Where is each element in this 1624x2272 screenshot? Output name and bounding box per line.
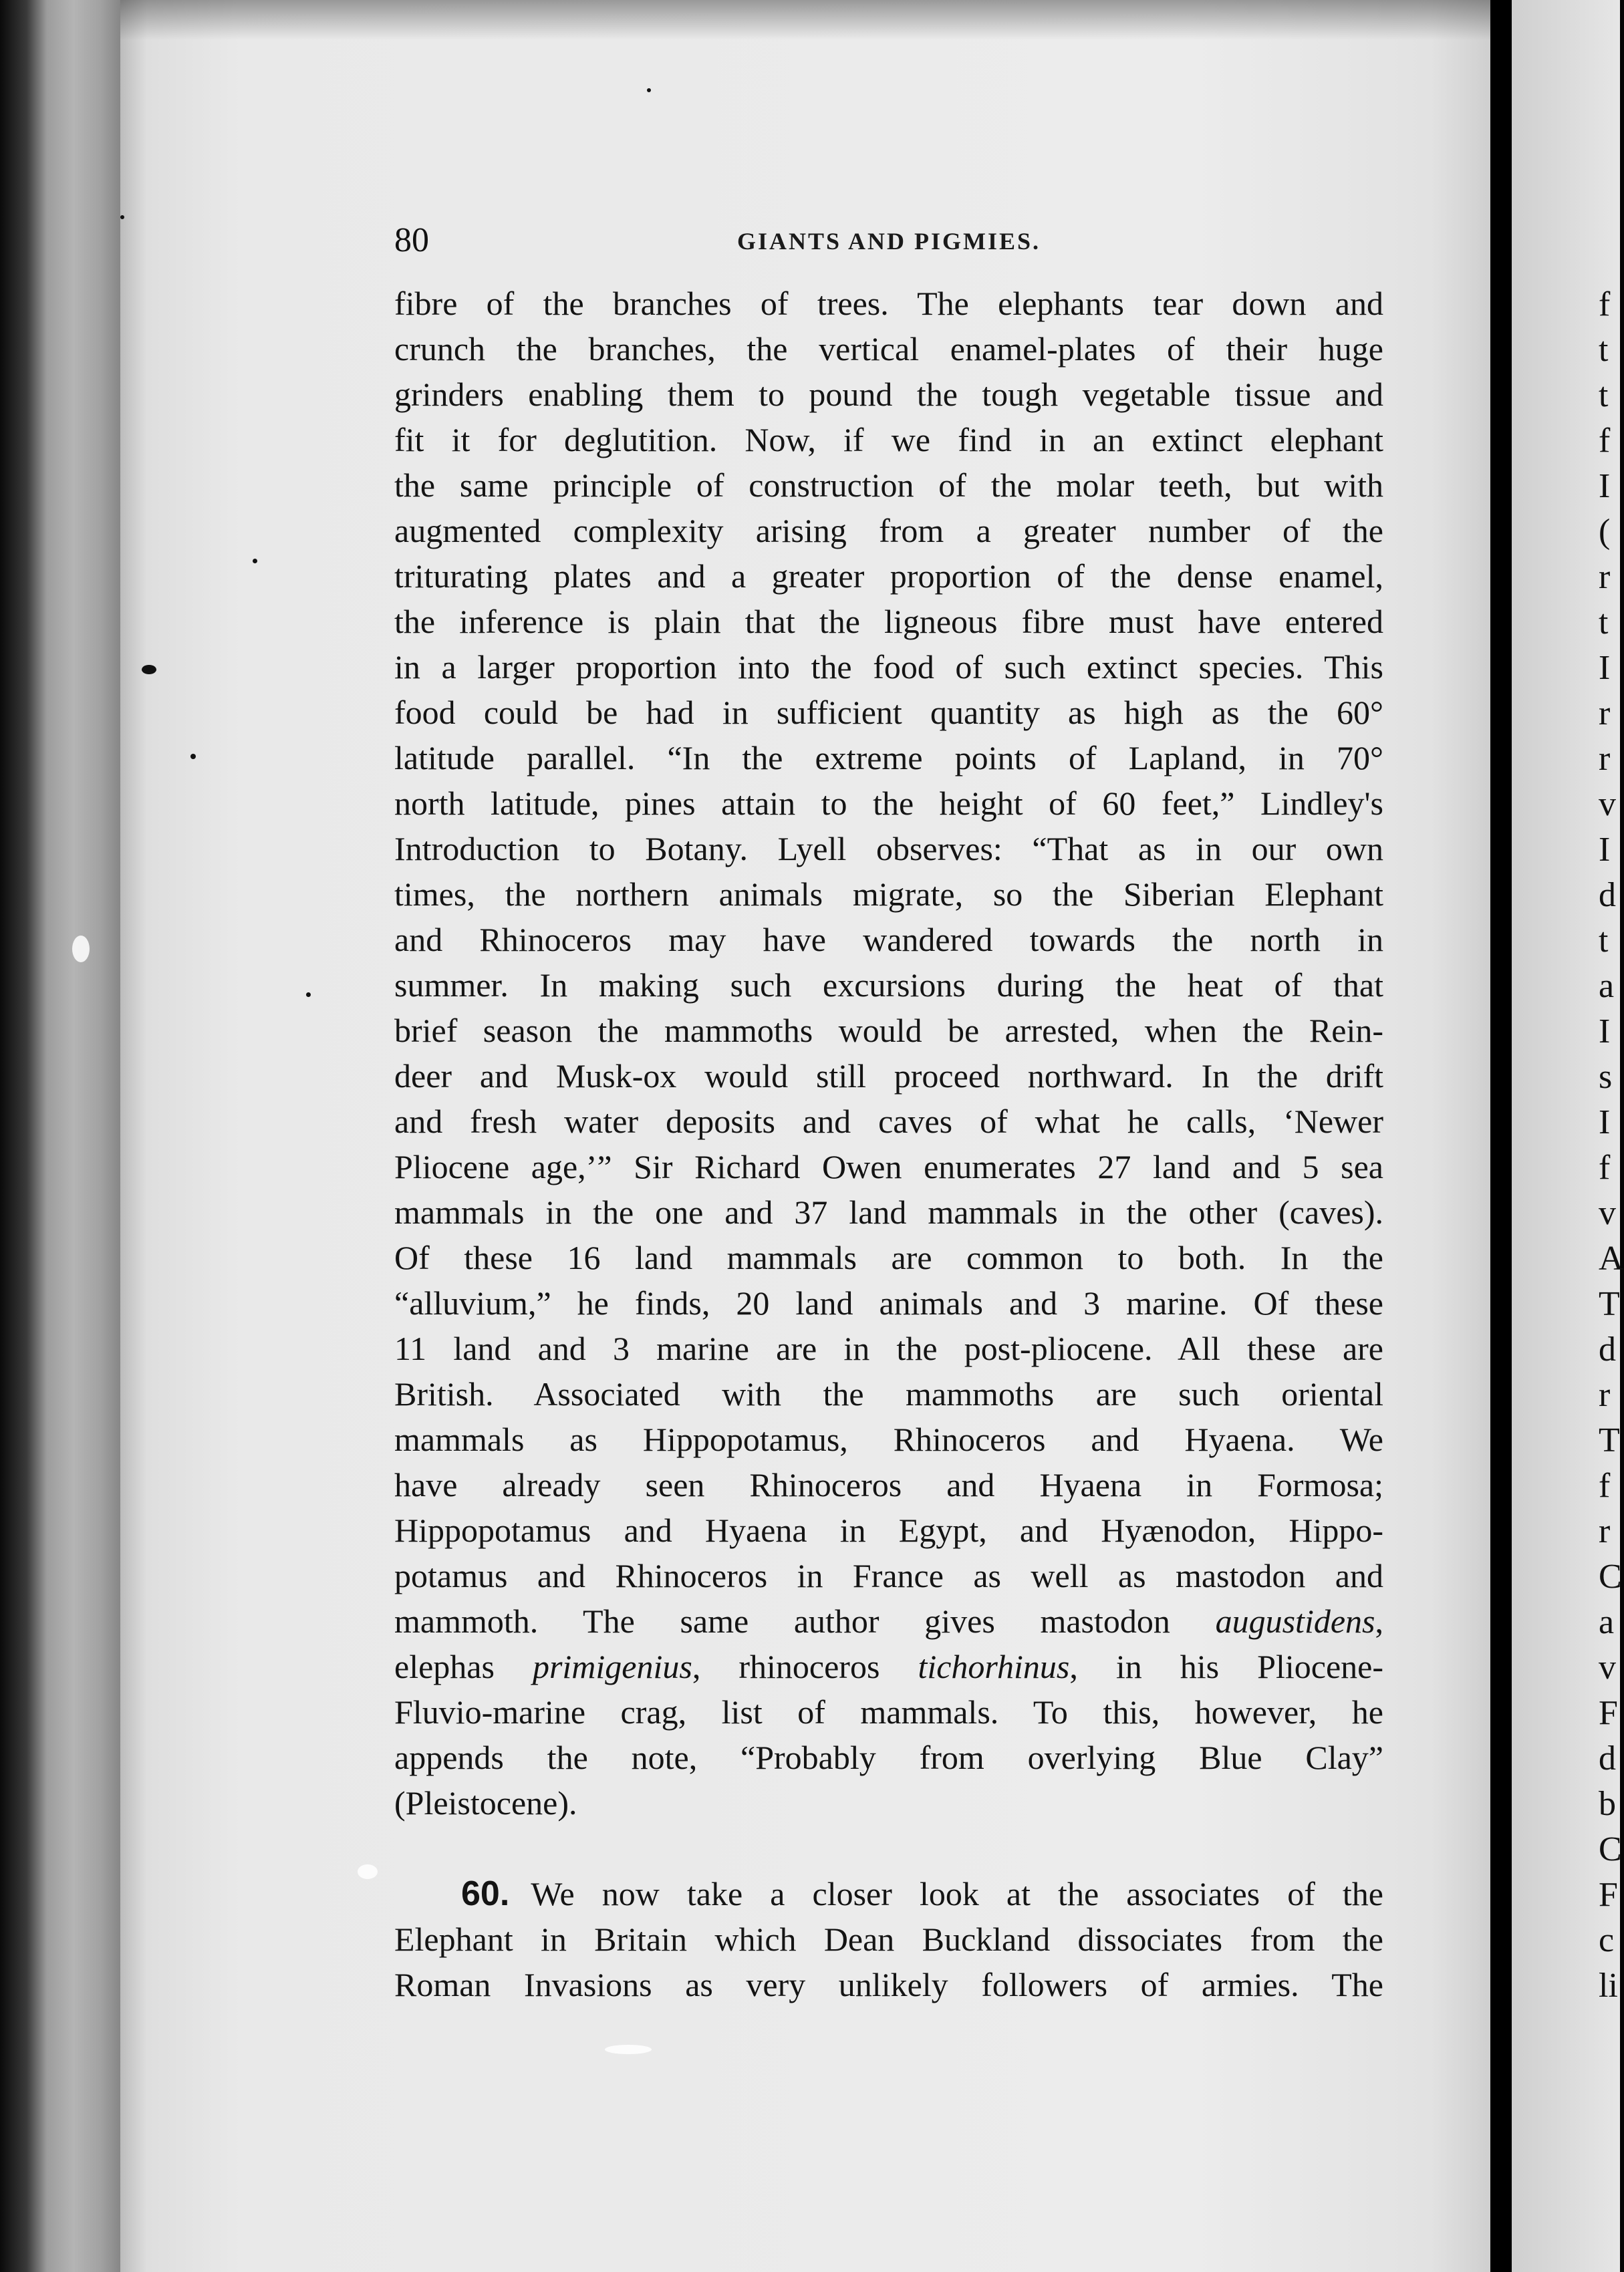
facing-page-letter: C xyxy=(1599,1830,1622,1868)
facing-page-letter: F xyxy=(1599,1694,1618,1732)
text-line: Roman Invasions as very unlikely followers of armies. The xyxy=(394,1966,1383,2003)
text-line: Of these 16 land mammals are common to both. In the xyxy=(394,1239,1383,1276)
text-line: latitude parallel. “In the extreme points of Lapland, in 70° xyxy=(394,739,1383,776)
facing-page-letter: T xyxy=(1599,1285,1620,1323)
text-line: crunch the branches, the vertical enamel-plates of their huge xyxy=(394,330,1383,368)
section-number: 60. xyxy=(461,1874,510,1913)
facing-page-letter: I xyxy=(1599,1012,1611,1050)
text-line: fibre of the branches of trees. The elephants tear down and xyxy=(394,285,1383,322)
facing-page-letter: I xyxy=(1599,1103,1611,1141)
paragraph-59-continued xyxy=(394,281,1383,1598)
text-line: Hippopotamus and Hyaena in Egypt, and Hyænodon, Hippo- xyxy=(394,1512,1383,1549)
page-gutter xyxy=(1490,0,1512,2272)
text-line: mammals as Hippopotamus, Rhinoceros and Hyaena. We xyxy=(394,1421,1383,1458)
facing-page-letter: t xyxy=(1599,603,1609,642)
facing-page-letter: a xyxy=(1599,967,1615,1005)
facing-page-letter: C xyxy=(1599,1558,1622,1596)
text-line: British. Associated with the mammoths are such oriental xyxy=(394,1375,1383,1413)
facing-page-letter: ( xyxy=(1599,513,1611,551)
text-line: 11 land and 3 marine are in the post-pliocene. All these are xyxy=(394,1330,1383,1367)
text-line: times, the northern animals migrate, so the Siberian Elephant xyxy=(394,875,1383,913)
facing-page-letter: c xyxy=(1599,1921,1615,1959)
facing-page-letter: s xyxy=(1599,1058,1613,1096)
text-line: mammals in the one and 37 land mammals in the other (caves). xyxy=(394,1193,1383,1231)
scan-smudge xyxy=(358,1864,378,1879)
scan-smudge xyxy=(605,2045,652,2054)
text-line: “alluvium,” he finds, 20 land animals and 3 marine. Of these xyxy=(394,1284,1383,1322)
facing-page-letter: r xyxy=(1599,694,1611,732)
text-line: north latitude, pines attain to the height of 60 feet,” Lindley's xyxy=(394,785,1383,822)
book-spine-edge xyxy=(0,0,127,2272)
text-line: mammoth. The same author gives mastodon augustidens, xyxy=(394,1602,1383,1640)
page-top-shadow xyxy=(120,0,1490,40)
text-line: Elephant in Britain which Dean Buckland dissociates from the xyxy=(394,1921,1383,1958)
paragraph-gap xyxy=(394,1826,1383,1871)
facing-page-letter: v xyxy=(1599,1194,1616,1232)
facing-page-letter: f xyxy=(1599,1467,1611,1505)
scan-speck xyxy=(253,559,257,563)
facing-page-letter: r xyxy=(1599,558,1611,596)
text-line: fit it for deglutition. Now, if we find in an extinct elephant xyxy=(394,421,1383,458)
text-line: and fresh water deposits and caves of what he calls, ‘Newer xyxy=(394,1103,1383,1140)
facing-page-letter: t xyxy=(1599,376,1609,414)
facing-page-letter: f xyxy=(1599,285,1611,323)
text-line: potamus and Rhinoceros in France as well as mastodon and xyxy=(394,1557,1383,1594)
facing-page-letter: d xyxy=(1599,1330,1616,1369)
facing-page-letter: r xyxy=(1599,1512,1611,1550)
text-line: appends the note, “Probably from overlying Blue Clay” xyxy=(394,1739,1383,1776)
text-line: Introduction to Botany. Lyell observes: “That as in our own xyxy=(394,830,1383,867)
paragraph-60 xyxy=(394,1871,1383,2007)
facing-page-letter: li xyxy=(1599,1967,1618,2005)
facing-page-letter: F xyxy=(1599,1876,1618,1914)
facing-page-letter: d xyxy=(1599,1739,1616,1778)
text-line: augmented complexity arising from a greater number of the xyxy=(394,512,1383,549)
text-line: in a larger proportion into the food of such extinct species. This xyxy=(394,648,1383,686)
text-line: deer and Musk-ox would still proceed northward. In the drift xyxy=(394,1057,1383,1095)
running-head: GIANTS AND PIGMIES. xyxy=(736,228,1041,255)
facing-page-letter: f xyxy=(1599,422,1611,460)
text-line: the same principle of construction of the molar teeth, but with xyxy=(394,466,1383,504)
facing-page-letter: r xyxy=(1599,1376,1611,1414)
text-line: the inference is plain that the ligneous fibre must have entered xyxy=(394,603,1383,640)
text-line: summer. In making such excursions during the heat of that xyxy=(394,966,1383,1004)
text-line: Pliocene age,’” Sir Richard Owen enumerates 27 land and 5 sea xyxy=(394,1148,1383,1185)
scan-speck xyxy=(647,88,651,92)
scan-smudge xyxy=(72,936,90,962)
facing-page-letter: v xyxy=(1599,785,1616,823)
page-header xyxy=(394,221,1383,267)
text-line: and Rhinoceros may have wandered towards the north in xyxy=(394,921,1383,958)
facing-page-letter: t xyxy=(1599,331,1609,369)
body-text xyxy=(394,281,1383,2007)
facing-page-letter: v xyxy=(1599,1649,1616,1687)
facing-page-letter: I xyxy=(1599,467,1611,505)
scan-speck xyxy=(306,992,311,997)
facing-page-letter: d xyxy=(1599,876,1616,914)
facing-page-letter: A xyxy=(1599,1240,1624,1278)
text-line: triturating plates and a greater proportion of the dense enamel, xyxy=(394,557,1383,595)
facing-page-letter: T xyxy=(1599,1421,1620,1459)
text-line: elephas primigenius, rhinoceros tichorhinus, in his Pliocene- xyxy=(394,1648,1383,1685)
facing-page-letter: b xyxy=(1599,1785,1616,1823)
scan-speck xyxy=(190,754,196,759)
facing-page-letter: f xyxy=(1599,1149,1611,1187)
page-number: 80 xyxy=(394,221,429,259)
text-line: Fluvio-marine crag, list of mammals. To this, however, he xyxy=(394,1693,1383,1731)
facing-page-letter: a xyxy=(1599,1603,1615,1641)
text-line: food could be had in sufficient quantity as high as the 60° xyxy=(394,694,1383,731)
facing-page-letter: t xyxy=(1599,921,1609,960)
facing-page-letter: I xyxy=(1599,649,1611,687)
scan-speck xyxy=(120,215,124,219)
text-line: have already seen Rhinoceros and Hyaena in Formosa; xyxy=(394,1466,1383,1504)
text-line: 60. We now take a closer look at the associates of the xyxy=(461,1874,1383,1913)
text-line: (Pleistocene). xyxy=(394,1784,577,1822)
facing-page-fragment xyxy=(1512,0,1624,2272)
scan-speck xyxy=(142,665,156,674)
text-line: grinders enabling them to pound the tough vegetable tissue and xyxy=(394,376,1383,413)
text-line: brief season the mammoths would be arrested, when the Rein- xyxy=(394,1012,1383,1049)
facing-page-letter: r xyxy=(1599,740,1611,778)
facing-page-letter: I xyxy=(1599,831,1611,869)
